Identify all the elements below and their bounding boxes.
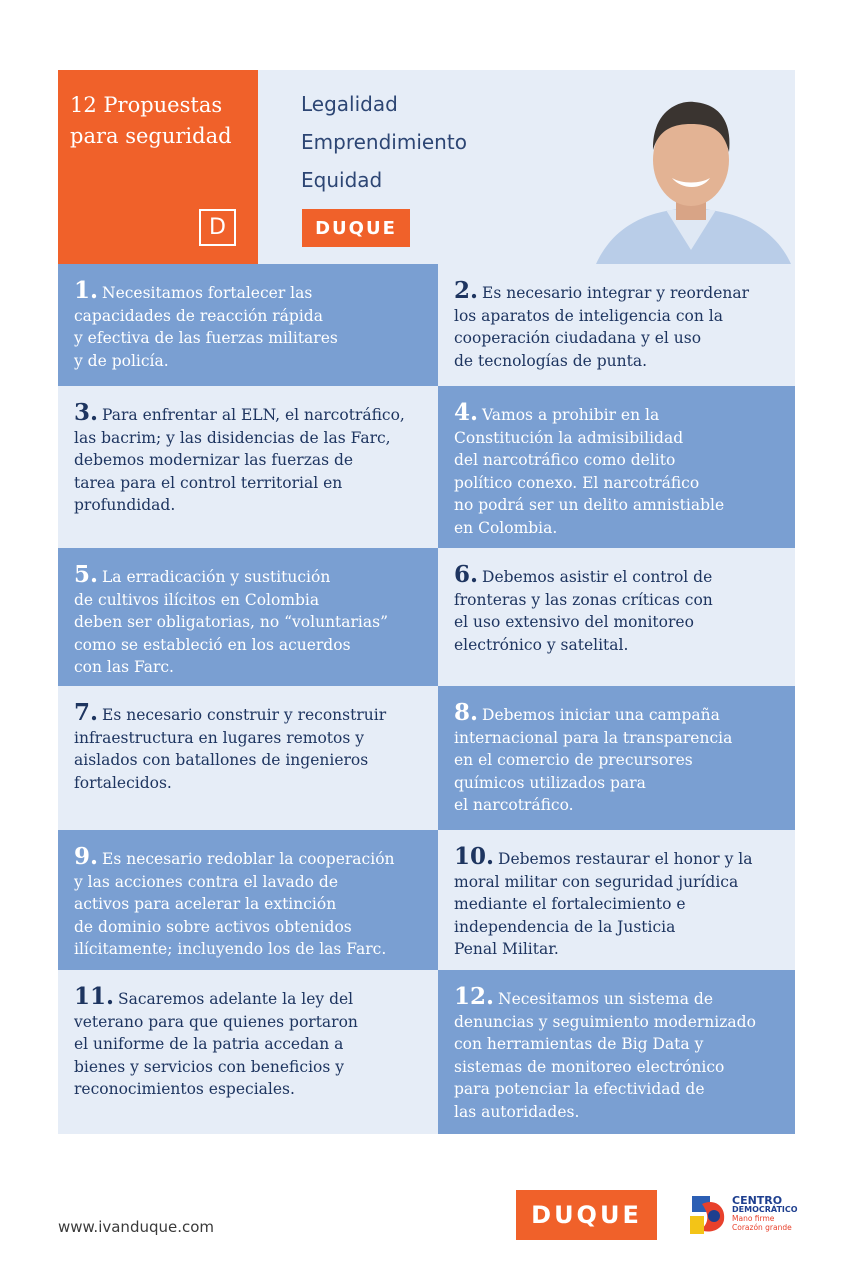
proposal-9 [58, 830, 438, 970]
proposal-8 [438, 686, 795, 830]
proposal-text: Necesitamos un sistema de denuncias y seguimiento modernizado con herramientas de Big Data y sistemas de monitoreo electrónico para potenciar la efectividad de las autoridades. [454, 990, 756, 1121]
proposal-text: Es necesario integrar y reordenar los aparatos de inteligencia con la cooperación ciudadana y el uso de tecnologías de punta. [454, 284, 750, 370]
proposal-6 [438, 548, 795, 686]
centro-democratico-logo [688, 1192, 798, 1238]
proposal-7 [58, 686, 438, 830]
proposal-text: Para enfrentar al ELN, el narcotráfico, las bacrim; y las disidencias de las Farc, debemos modernizar las fuerzas de tarea para el control territorial en profundidad. [74, 406, 405, 514]
party-name-line2: DEMOCRÁTICO [732, 1205, 798, 1214]
proposal-number: 4. [454, 399, 479, 426]
proposal-number: 3. [74, 399, 99, 426]
proposal-text: Vamos a prohibir en la Constitución la admisibilidad del narcotráfico como delito político conexo. El narcotráfico no podrá ser un delito amnistiable en Colombia. [454, 406, 725, 537]
proposal-text: Sacaremos adelante la ley del veterano para que quienes portaron el uniforme de la patria accedan a bienes y servicios con beneficios y reconocimientos especiales. [74, 990, 358, 1098]
header-orange-block [58, 70, 258, 264]
proposal-number: 9. [74, 843, 99, 870]
value-emprendimiento: Emprendimiento [301, 130, 467, 154]
proposal-number: 2. [454, 277, 479, 304]
proposal-text: Debemos iniciar una campaña internacional para la transparencia en el comercio de precursores químicos utilizados para el narcotráfico. [454, 706, 733, 814]
proposal-11 [58, 970, 438, 1134]
proposal-text: Debemos restaurar el honor y la moral militar con seguridad jurídica mediante el fortalecimiento e independencia de la Justicia Penal Militar. [454, 850, 753, 958]
party-emblem-icon [688, 1192, 730, 1236]
proposal-number: 11. [74, 983, 115, 1010]
page-title: 12 Propuestas para seguridad [70, 93, 232, 148]
party-slogan-line1: Mano firme [732, 1214, 775, 1223]
website-link[interactable]: www.ivanduque.com [58, 1218, 215, 1236]
proposal-10 [438, 830, 795, 970]
proposal-text: Es necesario construir y reconstruir infraestructura en lugares remotos y aislados con batallones de ingenieros fortalecidos. [74, 706, 387, 792]
proposal-5 [58, 548, 438, 686]
proposal-number: 5. [74, 561, 99, 588]
proposal-text: Es necesario redoblar la cooperación y las acciones contra el lavado de activos para acelerar la extinción de dominio sobre activos obtenidos ilícitamente; incluyendo los de las Farc. [74, 850, 395, 958]
proposal-2 [438, 264, 795, 386]
proposal-4 [438, 386, 795, 548]
header-panel [258, 70, 795, 264]
proposal-number: 10. [454, 843, 495, 870]
duque-badge-header: DUQUE [302, 209, 410, 247]
proposal-text: Debemos asistir el control de fronteras y las zonas críticas con el uso extensivo del monitoreo electrónico y satelital. [454, 568, 713, 654]
proposal-text: Necesitamos fortalecer las capacidades de reacción rápida y efectiva de las fuerzas militares y de policía. [74, 284, 338, 370]
proposal-text: La erradicación y sustitución de cultivos ilícitos en Colombia deben ser obligatorias, no “voluntarias” como se estableció en los acuerdos con las Farc. [74, 568, 389, 676]
party-slogan-line2: Corazón grande [732, 1223, 792, 1232]
candidate-portrait [586, 80, 795, 264]
proposal-number: 1. [74, 277, 99, 304]
proposal-1 [58, 264, 438, 386]
d-logo: D [199, 209, 236, 246]
proposal-number: 7. [74, 699, 99, 726]
value-equidad: Equidad [301, 168, 383, 192]
party-name-line1: CENTRO [732, 1194, 783, 1207]
value-legalidad: Legalidad [301, 92, 398, 116]
proposal-12 [438, 970, 795, 1134]
proposal-number: 8. [454, 699, 479, 726]
proposal-3 [58, 386, 438, 548]
proposal-number: 6. [454, 561, 479, 588]
proposal-number: 12. [454, 983, 495, 1010]
duque-badge-footer: DUQUE [516, 1190, 657, 1240]
